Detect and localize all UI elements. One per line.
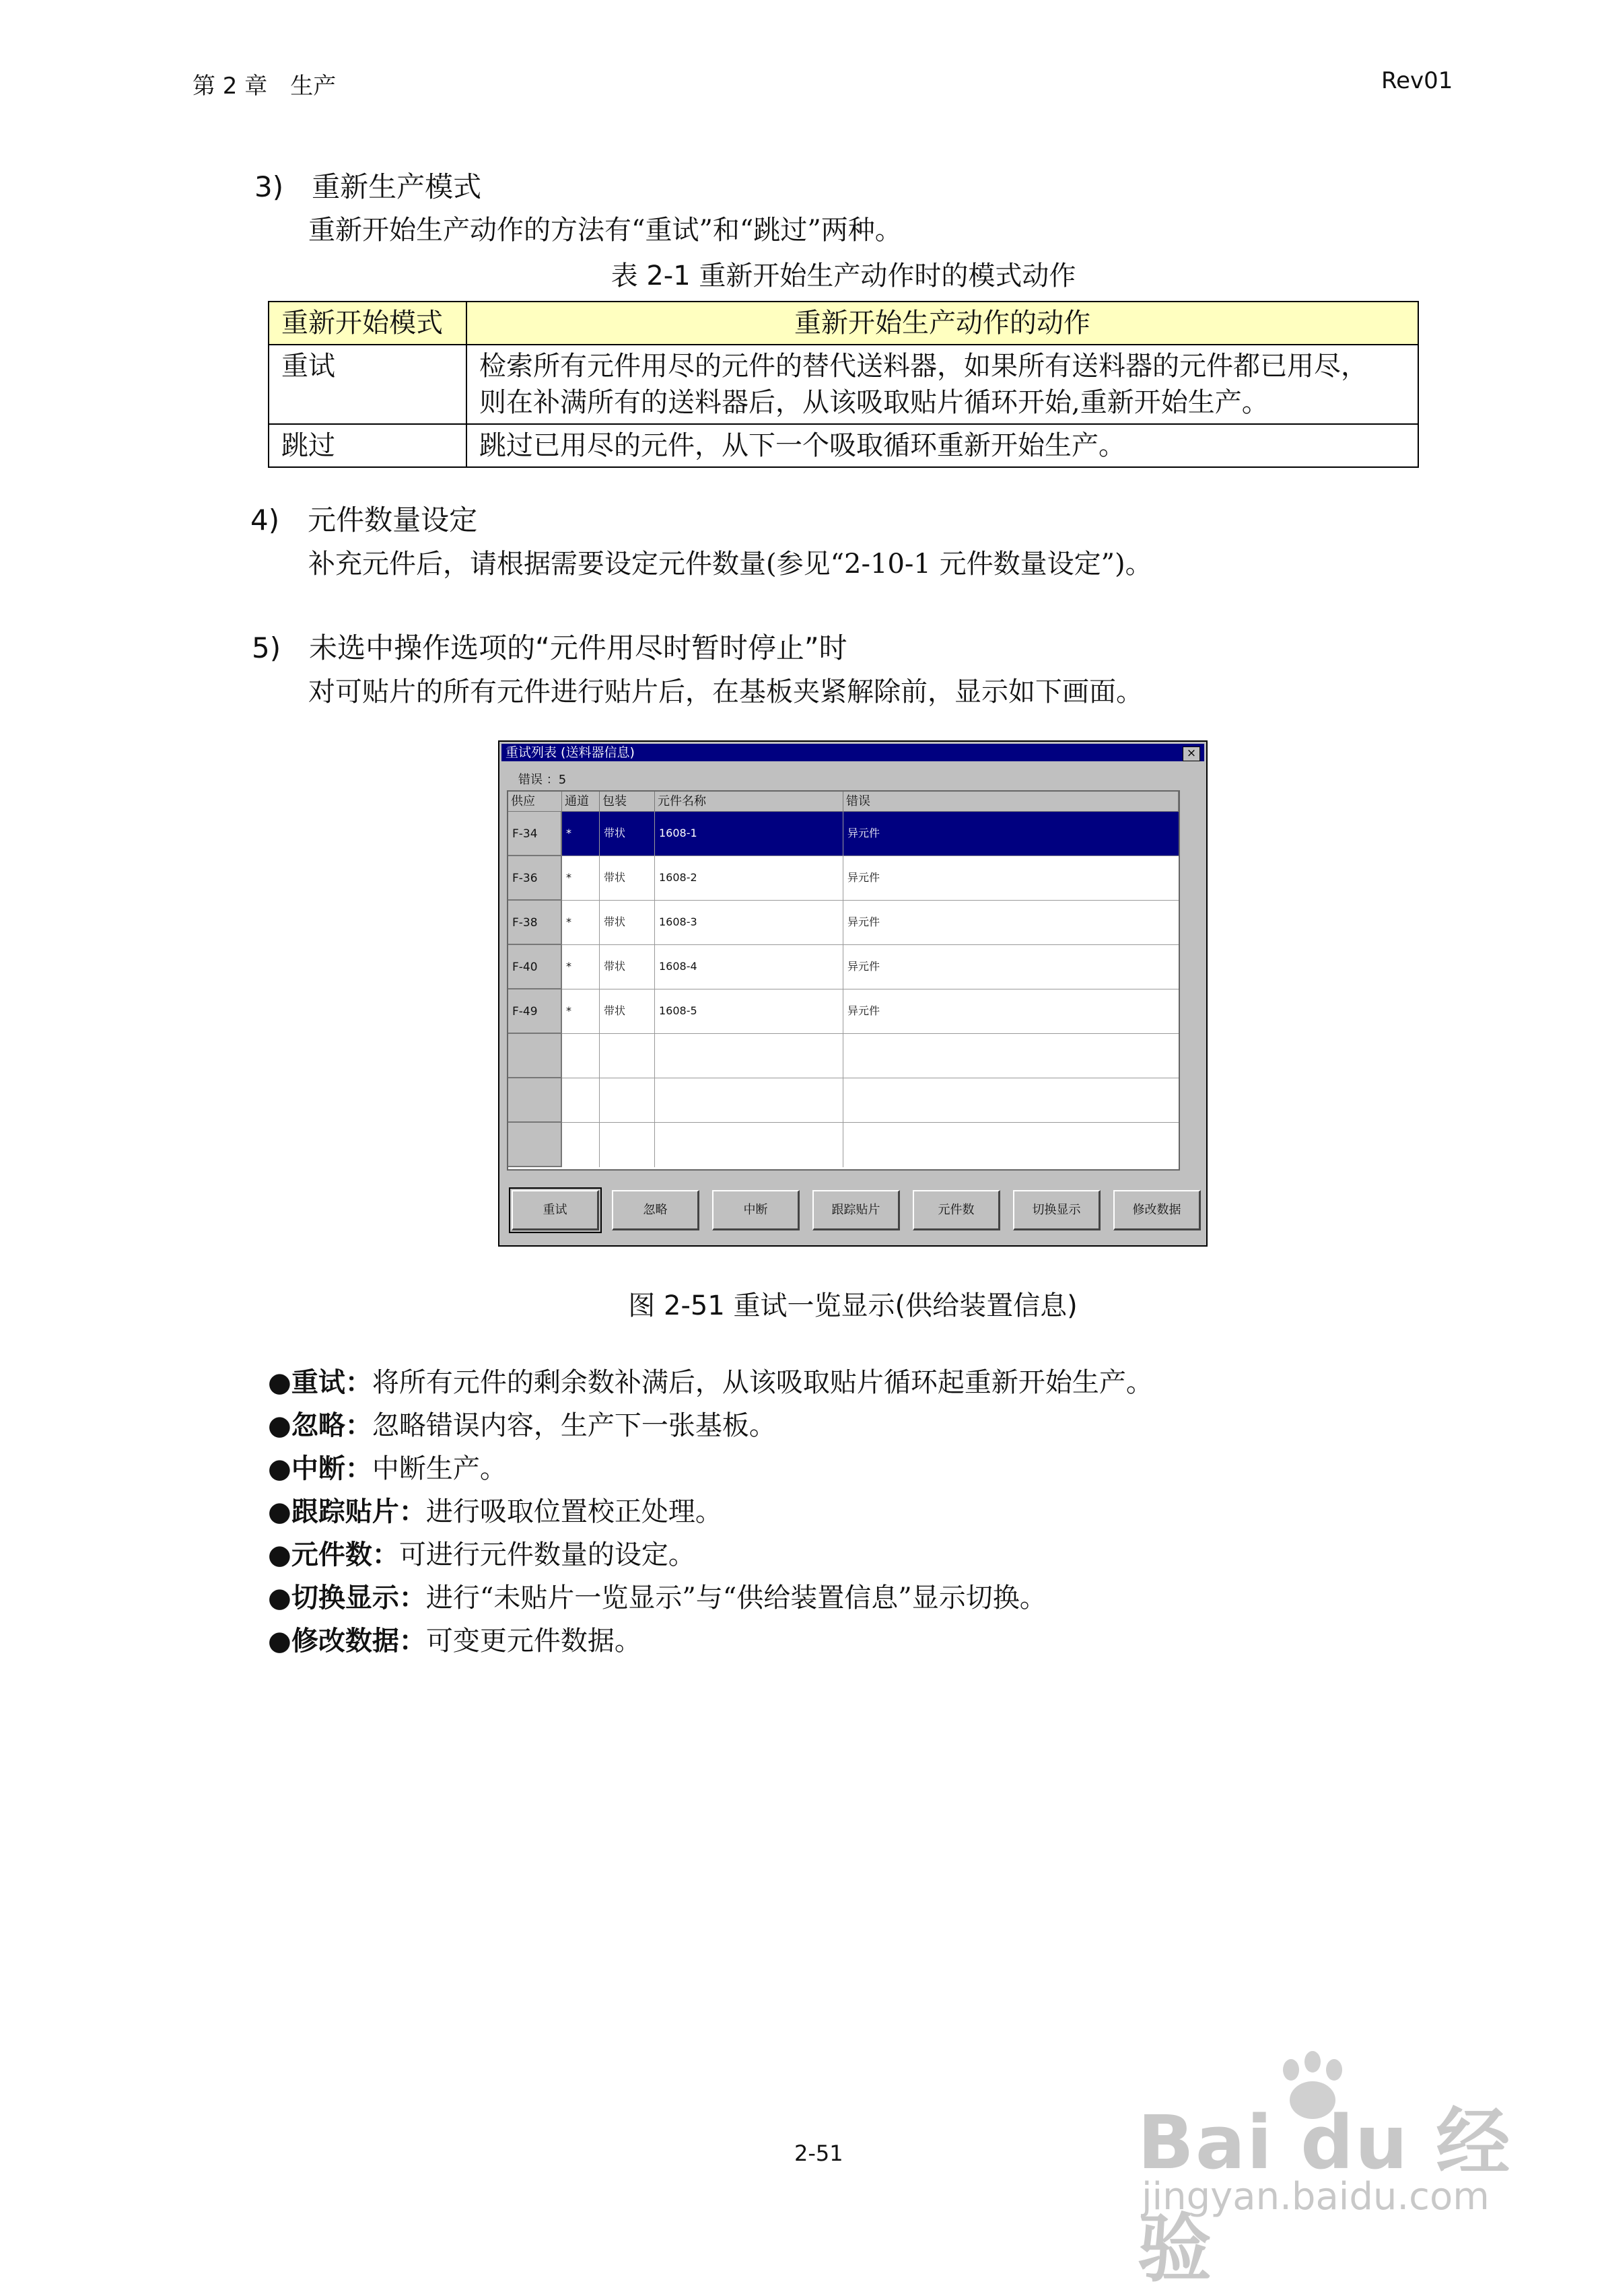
action-cell: [466, 345, 1418, 424]
table-row[interactable]: [562, 945, 1179, 989]
lane-cell: *: [562, 945, 600, 989]
header-mode: 重新开始模式: [269, 302, 466, 345]
watermark-brand: Bai du 经验: [1138, 2099, 1512, 2292]
list-item: ●元件数：可进行元件数量的设定。: [268, 1539, 695, 1570]
list-item: ●重试：将所有元件的剩余数补满后，从该吸取贴片循环起重新开始生产。: [268, 1367, 1153, 1398]
section-4-title: 4) 元件数量设定: [250, 503, 478, 536]
package-cell: 带状: [600, 856, 655, 901]
table-row: [269, 345, 1418, 424]
switch-display-button[interactable]: 切换显示: [1013, 1190, 1101, 1230]
list-item: ●中断：中断生产。: [268, 1453, 507, 1484]
empty-row: [562, 1078, 1179, 1123]
lane-cell: *: [562, 856, 600, 901]
button-descriptions: [268, 1361, 1153, 1663]
table-row[interactable]: [562, 901, 1179, 945]
error-cell: 异元件: [847, 827, 880, 839]
feeder-grid: [507, 790, 1180, 1171]
action-line: 则在补满所有的送料器后，从该吸取贴片循环开始,重新开始生产。: [479, 387, 1269, 418]
lane-cell: *: [562, 989, 600, 1034]
part-name-cell: 1608-5: [655, 989, 843, 1034]
close-button[interactable]: ×: [1183, 746, 1200, 761]
section-3-text: 重新开始生产动作的方法有“重试”和“跳过”两种。: [308, 215, 902, 246]
row-header-empty: [508, 1034, 562, 1078]
empty-row: [562, 1034, 1179, 1078]
list-item: ●修改数据：可变更元件数据。: [268, 1626, 641, 1657]
package-cell: 带状: [600, 989, 655, 1034]
mode-cell: 跳过: [269, 424, 466, 467]
lane-cell: *: [562, 812, 600, 856]
table-row[interactable]: [562, 989, 1179, 1034]
section-3-title: 3) 重新生产模式: [254, 170, 482, 203]
column-header-error: 错误: [843, 792, 1179, 812]
row-header[interactable]: F-36: [508, 856, 562, 901]
error-cell: 异元件: [847, 871, 880, 884]
retry-list-dialog: [498, 740, 1208, 1247]
revision-label: Rev01: [1381, 67, 1453, 94]
mode-cell: 重试: [269, 345, 466, 424]
part-name-cell: 1608-2: [655, 856, 843, 901]
section-5-text: 对可贴片的所有元件进行贴片后，在基板夹紧解除前，显示如下画面。: [308, 676, 1143, 707]
table-row: [269, 424, 1418, 467]
ignore-button[interactable]: 忽略: [612, 1190, 699, 1230]
table-caption: 表 2-1 重新开始生产动作时的模式动作: [611, 260, 1076, 291]
section-5-title: 5) 未选中操作选项的“元件用尽时暂时停止”时: [252, 631, 847, 664]
row-header-empty: [508, 1123, 562, 1167]
mode-table-header: [269, 302, 1418, 345]
column-header-lane: 通道: [562, 792, 600, 812]
part-count-button[interactable]: 元件数: [913, 1190, 1000, 1230]
action-cell: 跳过已用尽的元件，从下一个吸取循环重新开始生产。: [466, 424, 1418, 467]
page-number: 2-51: [794, 2141, 843, 2166]
column-header-part-name: 元件名称: [655, 792, 843, 812]
row-header[interactable]: F-40: [508, 945, 562, 989]
part-name-cell: 1608-3: [655, 901, 843, 945]
figure-caption: 图 2-51 重试一览显示(供给装置信息): [628, 1290, 1078, 1321]
retry-button[interactable]: 重试: [512, 1190, 599, 1230]
part-name-cell: 1608-1: [655, 812, 843, 856]
package-cell: 带状: [600, 812, 655, 856]
list-item: ●忽略：忽略错误内容，生产下一张基板。: [268, 1410, 776, 1441]
table-row-selected[interactable]: [562, 812, 1179, 856]
list-item: ●切换显示：进行“未贴片一览显示”与“供给装置信息”显示切换。: [268, 1582, 1047, 1613]
error-count: 错误 ：5: [518, 773, 567, 787]
list-item: ●跟踪贴片：进行吸取位置校正处理。: [268, 1496, 722, 1527]
error-cell: 异元件: [847, 1004, 880, 1017]
package-cell: 带状: [600, 945, 655, 989]
row-header[interactable]: F-49: [508, 989, 562, 1034]
section-4-text: 补充元件后，请根据需要设定元件数量(参见“2-10-1 元件数量设定”)。: [308, 549, 1152, 580]
dialog-title-bar: [501, 744, 1204, 761]
row-header-empty: [508, 1078, 562, 1123]
part-name-cell: 1608-4: [655, 945, 843, 989]
empty-row: [562, 1123, 1179, 1167]
chapter-header: 第 2 章 生产: [193, 73, 337, 100]
table-row[interactable]: [562, 856, 1179, 901]
error-cell: 异元件: [847, 960, 880, 973]
error-cell: 异元件: [847, 915, 880, 928]
action-line: 检索所有元件用尽的元件的替代送料器，如果所有送料器的元件都已用尽，: [479, 351, 1368, 382]
column-header-package: 包装: [600, 792, 655, 812]
package-cell: 带状: [600, 901, 655, 945]
watermark-url: jingyan.baidu.com: [1142, 2175, 1490, 2219]
edit-data-button[interactable]: 修改数据: [1113, 1190, 1201, 1230]
column-header-feeder: 供应: [508, 792, 562, 812]
baidu-watermark: [1138, 2043, 1514, 2292]
row-header[interactable]: F-38: [508, 901, 562, 945]
abort-button[interactable]: 中断: [712, 1190, 800, 1230]
mode-table: [268, 301, 1419, 468]
lane-cell: *: [562, 901, 600, 945]
row-header[interactable]: F-34: [508, 812, 562, 856]
dialog-title: 重试列表 (送料器信息): [506, 745, 635, 760]
track-placement-button[interactable]: 跟踪贴片: [812, 1190, 900, 1230]
header-action: 重新开始生产动作的动作: [466, 302, 1418, 345]
